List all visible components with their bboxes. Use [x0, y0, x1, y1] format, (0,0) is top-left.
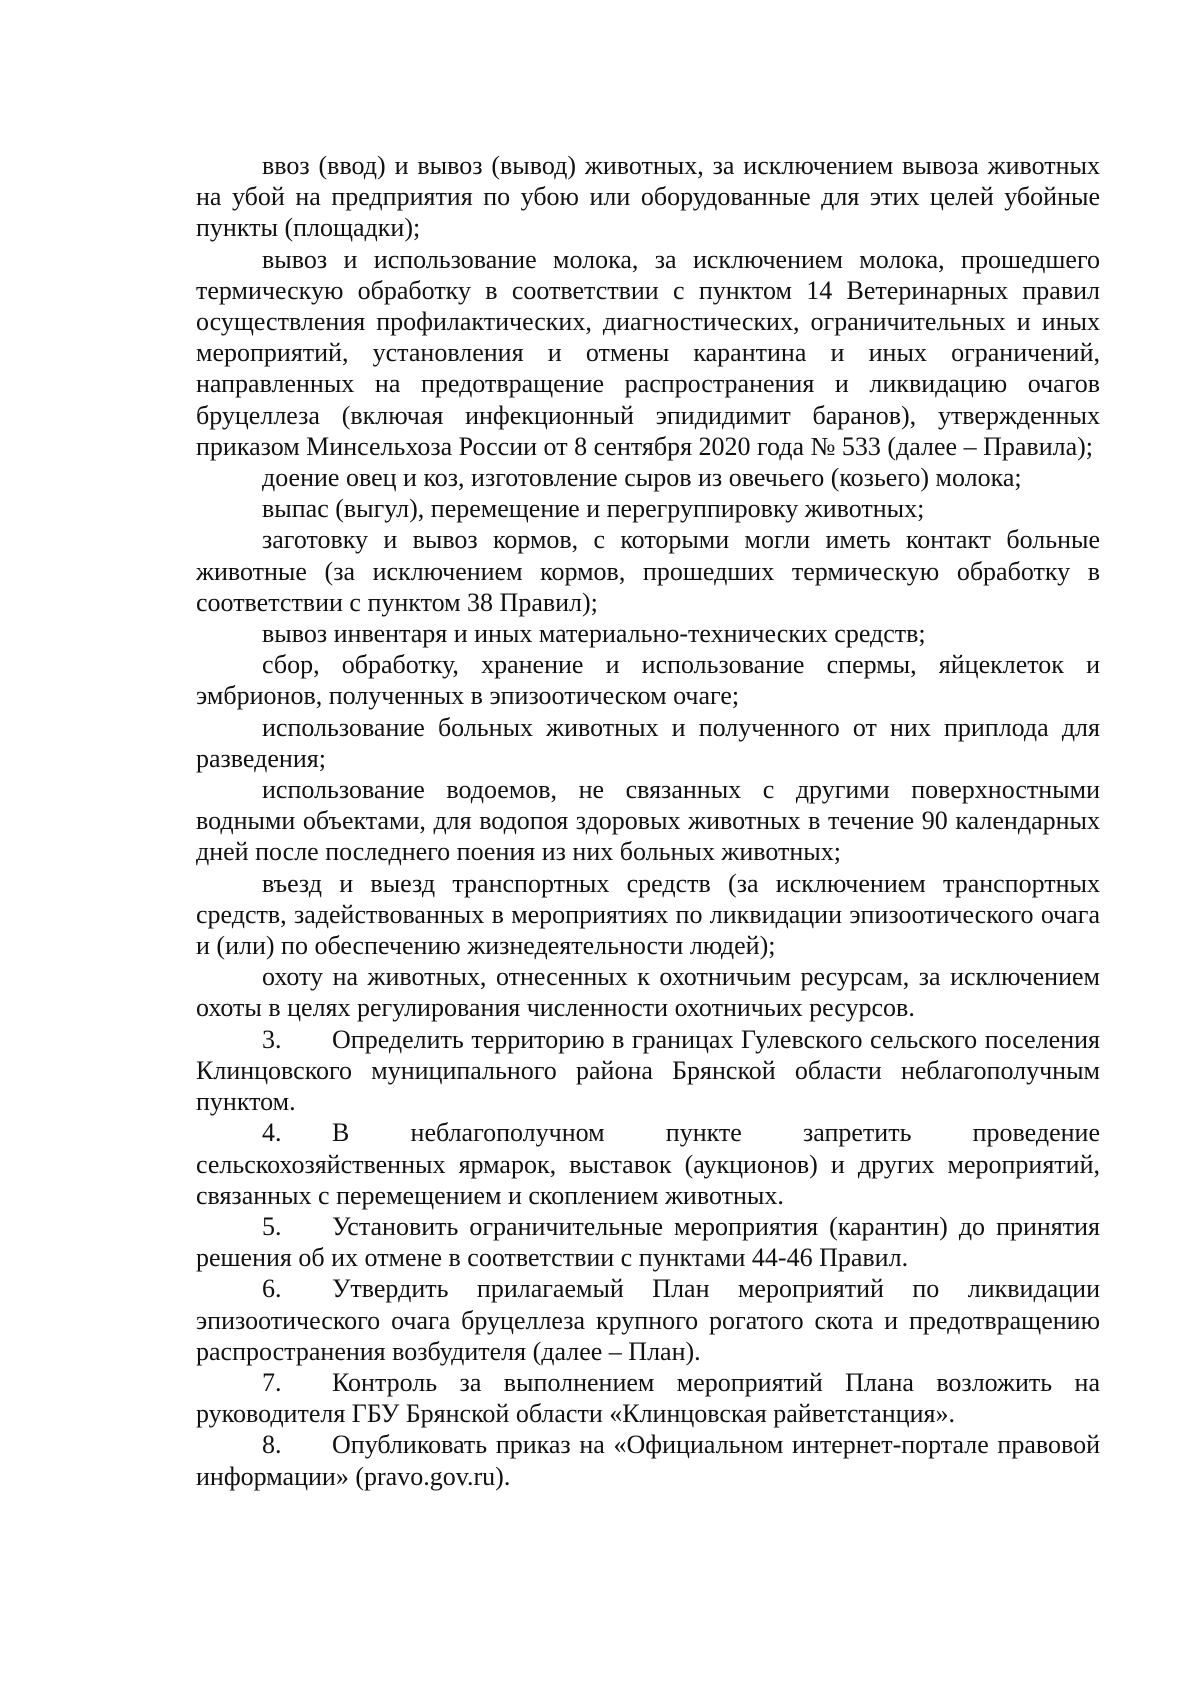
- item-text: В неблагополучном пункте запретить проведение сельскохозяйственных ярмарок, выставок (аукционов) и других мероприятий, связанных с перемещением и скоплением животных.: [196, 1118, 1100, 1210]
- numbered-item-6: [196, 1273, 1100, 1367]
- restriction-item-inventory: вывоз инвентаря и иных материально-технических средств;: [262, 619, 926, 649]
- item-text: Опубликовать приказ на «Официальном интернет-портале правовой информации» (pravo.gov.ru).: [196, 1430, 1100, 1491]
- restriction-item-feed: заготовку и вывоз кормов, с которыми могли иметь контакт больные животные (за исключением кормов, прошедших термическую обработку в соответствии с пунктом 38 Правил);: [196, 525, 1100, 617]
- numbered-item-4: [196, 1117, 1100, 1211]
- restriction-item-water: использование водоемов, не связанных с другими поверхностными водными объектами, для водопоя здоровых животных в течение 90 календарных дней после последнего поения из них больных животных;: [196, 775, 1100, 867]
- numbered-item-3: [196, 1024, 1100, 1118]
- numbered-item-5: [196, 1211, 1100, 1273]
- restriction-item-hunting: охоту на животных, отнесенных к охотничьим ресурсам, за исключением охоты в целях регулирования численности охотничьих ресурсов.: [196, 962, 1100, 1023]
- item-text: Контроль за выполнением мероприятий Плана возложить на руководителя ГБУ Брянской области «Клинцовская райветстанция».: [196, 1367, 1100, 1429]
- restriction-item-grazing: выпас (выгул), перемещение и перегруппировку животных;: [262, 494, 925, 524]
- restriction-item-transport: въезд и выезд транспортных средств (за исключением транспортных средств, задействованных в мероприятиях по ликвидации эпизоотического очага и (или) по обеспечению жизнедеятельности людей);: [196, 868, 1100, 961]
- restriction-item-sperm: сбор, обработку, хранение и использование спермы, яйцеклеток и эмбрионов, полученных в эпизоотическом очаге;: [196, 650, 1100, 711]
- item-text: Установить ограничительные мероприятия (карантин) до принятия решения об их отмене в соответствии с пунктами 44-46 Правил.: [196, 1211, 1100, 1273]
- restriction-item-milk: вывоз и использование молока, за исключением молока, прошедшего термическую обработку в соответствии с пунктом 14 Ветеринарных правил осуществления профилактических, диагностических, ограничительных и иных мероприятий, установления и отмены карантина и иных ограничений, направленных на предотвращение распространения и ликвидацию очагов бруцеллеза (включая инфекционный эпидидимит баранов), утвержденных приказом Минсельхоза России от 8 сентября 2020 года № 533 (далее – Правила);: [196, 244, 1100, 461]
- restriction-item-breeding: использование больных животных и полученного от них приплода для разведения;: [196, 712, 1100, 773]
- item-number: 7.: [262, 1367, 282, 1397]
- item-number: 6.: [262, 1274, 282, 1304]
- item-text: Определить территорию в границах Гулевского сельского поселения Клинцовского муниципального района Брянской области неблагополучным пунктом.: [196, 1024, 1100, 1117]
- item-number: 3.: [262, 1024, 282, 1054]
- numbered-item-7: [196, 1367, 1100, 1429]
- restriction-item-import-export: ввоз (ввод) и вывоз (вывод) животных, за исключением вывоза животных на убой на предприятия по убою или оборудованные для этих целей убойные пункты (площадки);: [196, 151, 1100, 243]
- numbered-item-8: [196, 1429, 1100, 1491]
- document-body: [196, 150, 1100, 1492]
- item-text: Утвердить прилагаемый План мероприятий по ликвидации эпизоотического очага бруцеллеза крупного рогатого скота и предотвращению распространения возбудителя (далее – План).: [196, 1274, 1100, 1366]
- item-number: 5.: [262, 1211, 282, 1241]
- item-number: 8.: [262, 1430, 282, 1460]
- restriction-item-milking: доение овец и коз, изготовление сыров из овечьего (козьего) молока;: [262, 463, 1022, 493]
- item-number: 4.: [262, 1118, 282, 1148]
